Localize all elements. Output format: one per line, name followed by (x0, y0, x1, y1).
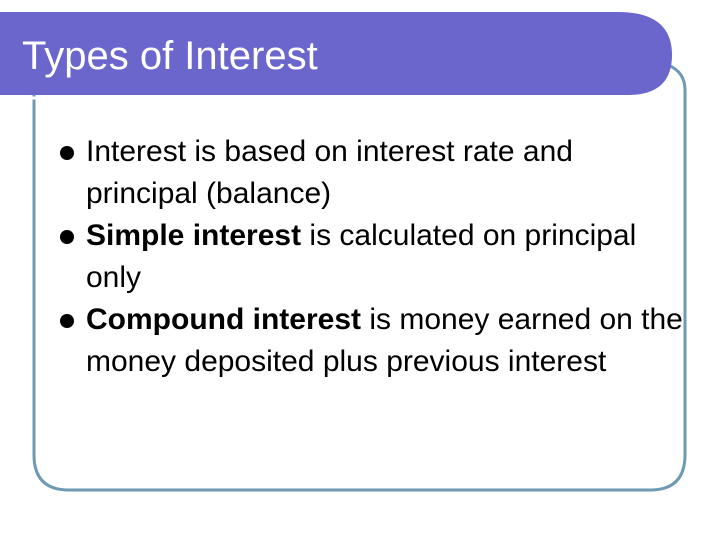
bullet-text: Interest is based on interest rate and principal (balance) (86, 135, 573, 210)
bullet-compound-interest (60, 299, 690, 383)
bullet-dot-icon (60, 314, 74, 328)
bullet-simple-interest (60, 215, 690, 299)
bullet-text: is money earned on the money deposited plus previous interest (86, 303, 683, 378)
bullet-list (60, 131, 690, 383)
bullet-text: is calculated on principal only (86, 219, 637, 294)
slide-title: Types of Interest (22, 34, 318, 78)
bullet-dot-icon (60, 230, 74, 244)
bullet-term: Simple interest (86, 219, 302, 252)
bullet-dot-icon (60, 146, 74, 160)
bullet-term: Compound interest (86, 303, 361, 336)
bullet-interest-basis (60, 131, 690, 215)
